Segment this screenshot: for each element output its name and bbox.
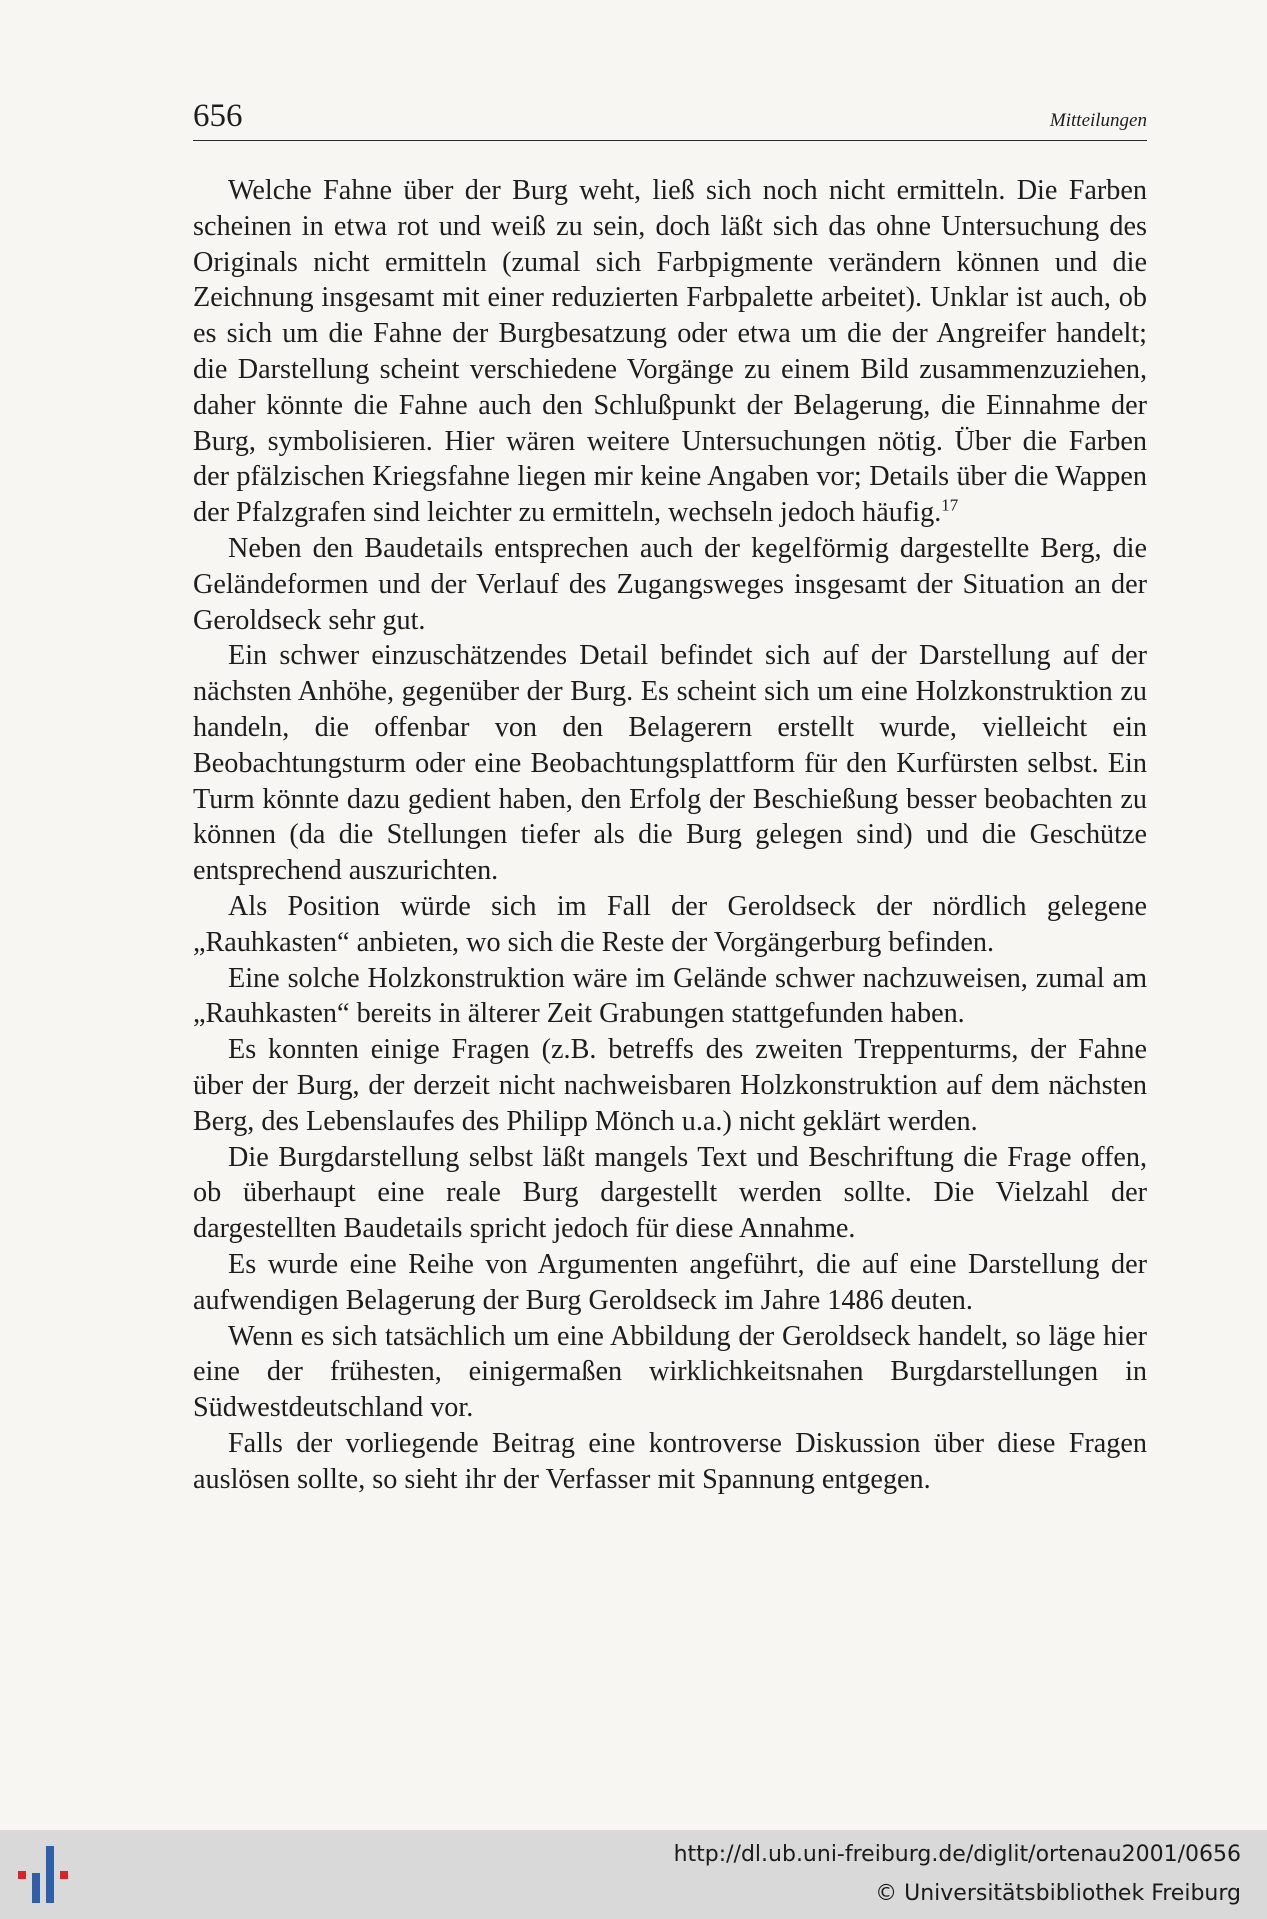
- paragraph: Als Position würde sich im Fall der Geroldseck der nördlich gelegene „Rauhkasten“ anbieten, wo sich die Reste der Vorgängerburg befinden.: [193, 890, 1147, 958]
- paragraph: Es konnten einige Fragen (z.B. betreffs des zweiten Treppenturms, der Fahne über der Burg, der derzeit nicht nachweisbaren Holzkonstruktion auf dem nächsten Berg, des Lebenslaufes des Philipp Mönch u.a.) nicht geklärt werden.: [193, 1034, 1147, 1137]
- running-head: [193, 96, 1147, 141]
- page-number: 656: [193, 98, 243, 134]
- paragraph: [193, 173, 1147, 531]
- section-title: Mitteilungen: [1049, 110, 1147, 131]
- body-text: [193, 173, 1147, 1497]
- paragraph: Neben den Baudetails entsprechen auch der kegelförmig dargestellte Berg, die Geländeformen und der Verlauf des Zugangsweges insgesamt der Situation an der Geroldseck sehr gut.: [193, 532, 1147, 636]
- paragraph: Die Burgdarstellung selbst läßt mangels Text und Beschriftung die Frage offen, ob überhaupt eine reale Burg dargestellt werden sollte. Die Vielzahl der dargestellten Baudetails spricht jedoch für diese Annahme.: [193, 1141, 1147, 1245]
- copyright-notice: © Universitätsbibliothek Freiburg: [875, 1881, 1241, 1906]
- paragraph: Es wurde eine Reihe von Argumenten angeführt, die auf eine Darstellung der aufwendigen Belagerung der Burg Geroldseck im Jahre 1486 deuten.: [193, 1248, 1147, 1316]
- paragraph: Eine solche Holzkonstruktion wäre im Gelände schwer nachzuweisen, zumal am „Rauhkasten“ bereits in älterer Zeit Grabungen stattgefunden haben.: [193, 962, 1147, 1030]
- ub-freiburg-logo-icon: [16, 1842, 80, 1908]
- paragraph-text: Welche Fahne über der Burg weht, ließ sich noch nicht ermitteln. Die Farben scheinen in etwa rot und weiß zu sein, doch läßt sich das ohne Untersuchung des Originals nicht ermitteln (zumal sich Farbpigmente verändern können und die Zeichnung insgesamt mit einer reduzierten Farbpalette arbeitet). Unklar ist auch, ob es sich um die Fahne der Burgbesatzung oder etwa um die der Angreifer handelt; die Darstellung scheint verschiedene Vorgänge zu einem Bild zusammenzuziehen, daher könnte die Fahne auch den Schlußpunkt der Belagerung, die Einnahme der Burg, symbolisieren. Hier wären weitere Untersuchungen nötig. Über die Farben der pfälzischen Kriegsfahne liegen mir keine Angaben vor; Details über die Wappen der Pfalzgrafen sind leichter zu ermitteln, wechseln jedoch häufig.: [193, 175, 1147, 529]
- footer-bar: [0, 1830, 1267, 1919]
- paragraph: Ein schwer einzuschätzendes Detail befindet sich auf der Darstellung auf der nächsten Anhöhe, gegenüber der Burg. Es scheint sich um eine Holzkonstruktion zu handeln, die offenbar von den Belagerern erstellt wurde, vielleicht ein Beobachtungsturm oder eine Beobachtungsplattform für den Kurfürsten selbst. Ein Turm könnte dazu gedient haben, den Erfolg der Beschießung besser beobachten zu können (da die Stellungen tiefer als die Burg gelegen sind) und die Geschütze entsprechend auszurichten.: [193, 640, 1147, 887]
- footnote-marker: 17: [941, 495, 959, 515]
- paragraph: Falls der vorliegende Beitrag eine kontroverse Diskussion über diese Fragen auslösen sollte, so sieht ihr der Verfasser mit Spannung entgegen.: [193, 1427, 1147, 1495]
- paragraph: Wenn es sich tatsächlich um eine Abbildung der Geroldseck handelt, so läge hier eine der frühesten, einigermaßen wirklichkeitsnahen Burgdarstellungen in Südwestdeutschland vor.: [193, 1320, 1147, 1424]
- source-url-link[interactable]: http://dl.ub.uni-freiburg.de/diglit/ortenau2001/0656: [673, 1842, 1241, 1867]
